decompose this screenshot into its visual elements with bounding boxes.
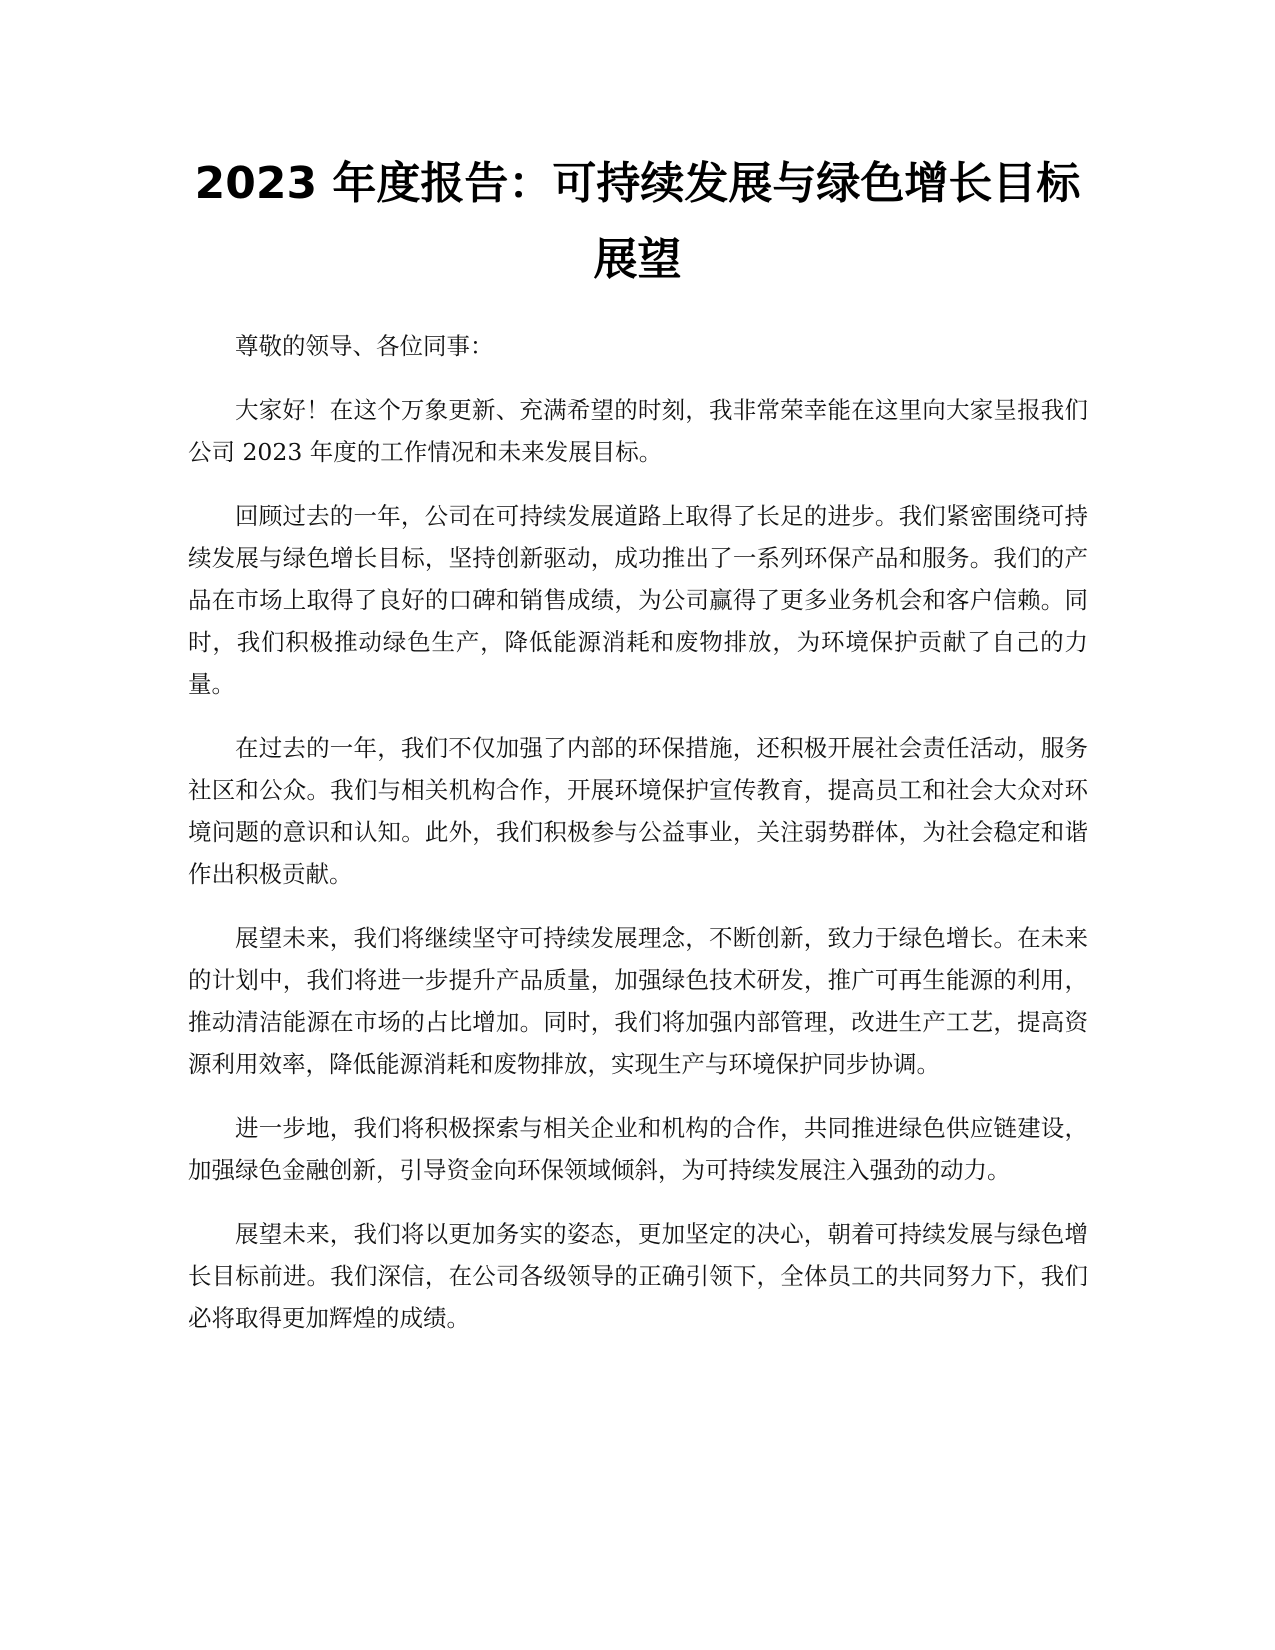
salutation: 尊敬的领导、各位同事： — [235, 332, 494, 360]
paragraph-5: 进一步地，我们将积极探索与相关企业和机构的合作，共同推进绿色供应链建设，加强绿色金融创新，引导资金向环保领域倾斜，为可持续发展注入强劲的动力。 — [188, 1114, 1088, 1184]
paragraph-4: 展望未来，我们将继续坚守可持续发展理念，不断创新，致力于绿色增长。在未来的计划中，我们将进一步提升产品质量，加强绿色技术研发，推广可再生能源的利用，推动清洁能源在市场的占比增加。同时，我们将加强内部管理，改进生产工艺，提高资源利用效率，降低能源消耗和废物排放，实现生产与环境保护同步协调。 — [188, 924, 1088, 1078]
paragraph-3: 在过去的一年，我们不仅加强了内部的环保措施，还积极开展社会责任活动，服务社区和公众。我们与相关机构合作，开展环境保护宣传教育，提高员工和社会大众对环境问题的意识和认知。此外，我们积极参与公益事业，关注弱势群体，为社会稳定和谐作出积极贡献。 — [188, 734, 1088, 888]
paragraph-1: 大家好！在这个万象更新、充满希望的时刻，我非常荣幸能在这里向大家呈报我们公司 2023 年度的工作情况和未来发展目标。 — [188, 396, 1088, 466]
document-title: 2023 年度报告：可持续发展与绿色增长目标展望 — [194, 158, 1081, 285]
document-body — [188, 325, 1088, 1361]
paragraph-2: 回顾过去的一年，公司在可持续发展道路上取得了长足的进步。我们紧密围绕可持续发展与绿色增长目标，坚持创新驱动，成功推出了一系列环保产品和服务。我们的产品在市场上取得了良好的口碑和销售成绩，为公司赢得了更多业务机会和客户信赖。同时，我们积极推动绿色生产，降低能源消耗和废物排放，为环境保护贡献了自己的力量。 — [188, 502, 1088, 698]
paragraph-6: 展望未来，我们将以更加务实的姿态，更加坚定的决心，朝着可持续发展与绿色增长目标前进。我们深信，在公司各级领导的正确引领下，全体员工的共同努力下，我们必将取得更加辉煌的成绩。 — [188, 1220, 1088, 1332]
